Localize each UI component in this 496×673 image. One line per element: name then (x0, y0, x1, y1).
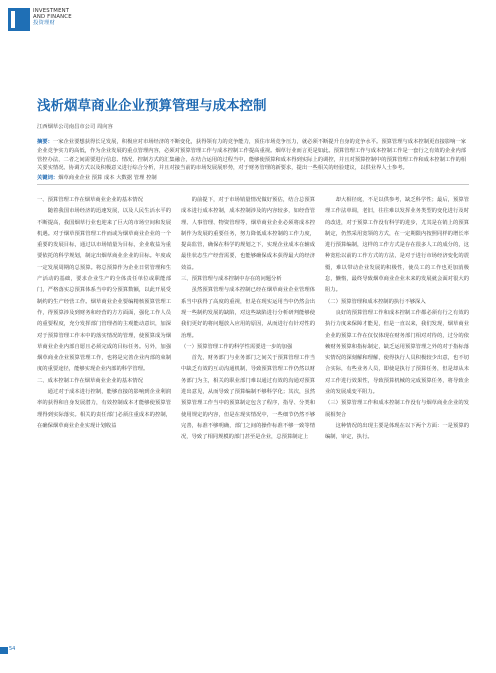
body-paragraph: 通过对于成本进行控制，能够直接的影响到企业利润率的获得和自身发展潜力，有效控制成本才能够使预算管理得到实际落实。相关的责任部门必须注重成本的控制，在确保烟草商业企业实现计划收益 (37, 389, 171, 429)
body-column-1 (37, 195, 171, 432)
body-column-3 (325, 195, 469, 444)
section-heading: （一）预算管理工作的科学性需要进一步的加强 (181, 343, 293, 350)
body-paragraph: 这种情况的出现主要是体现在以下两个方面：一是预算的编制，审定，执行。 (325, 422, 469, 441)
section-heading: （二）预算管理和成本控制的执行不够深入 (325, 298, 426, 305)
abstract (37, 138, 469, 173)
section-heading: 二、成本控制工作在烟草商业企业的基本情况 (37, 377, 143, 384)
body-paragraph: 首先，财务部门与业务部门之间关于预算管理工作当中缺乏有效的互动沟通机制，导致预算管理工作仍然以财务部门为主，相关的职业部门难以通过有效的沟通对预算进出意见，从而导致了预算编制不够科学化；其次，虽然预算管理工作当中的预算制定包含了程序，指导、分类和使用规定的内容，但是在现实情况中，一些细节仍然不够完善，标准不够明确，部门之间的操作标准不够一致等情况，导致了相同规模的部门甚至是企业，总预算制定上 (181, 355, 315, 441)
body-paragraph: 却大相径庭，不足以供参考，缺乏科学性；最后，预算管理工作法单调，老旧，往往难以发挥业务类型的变化进行及时的改进，对于预算工作没有科学的进步，尤其是在销上的预算制定，仍然采用宽领的方式，在一定期限内按照同样的增长率进行预算编制，这样的工作方式是存在很多人工的成分的，这种宽松以前的工作方式的方法，是对于进行市场经济变化的震慑，难以带动企业发展的积极性，使员工的工作也更加消极怠，懒惰，最终导致烟草商业企业未来的发展就会面对很大的阻力。 (325, 197, 469, 294)
body-paragraph: 的前提下，对于市场销量情况做好预估，结合总预算成本进行成本控制，成本控制涉及的内容较多，如经营管理、人事管理、物资管理等，烟草商业企业必须将成本控制作为发展的重要任务，努力降低成本控制的工作力度，提高监管，确保在科学的规划之下，实现企业成本在辅成最佳状态生产经营需要，也能够确保成本获得最大的经济效益。 (181, 197, 315, 271)
logo-line-1: INVESTMENT (33, 8, 70, 14)
article-author: 江西烟草公司南昌市公司 周向容 (37, 124, 113, 130)
section-heading: （三）预算管理工作和成本控制工作没有与烟草商业企业的发展相契合 (325, 400, 469, 418)
abstract-label: 摘要： (37, 139, 53, 145)
body-paragraph: 虽然预算管理与成本控制已经在烟草商业企业管理体系当中获得了高度的重视，但是在现实运用当中仍然会出现一些制约发展的缺陷，对这些缺陷进行分析研判能够使我们更好的将问题放入应用的原因，从而进行有针对性的治理。 (181, 287, 315, 339)
page-number: 54 (9, 646, 16, 652)
body-paragraph: 随着我国市场经济的迅速发展，以及人民生活水平的不断提高，我国烟草行业也迎来了巨大的市场空间和发展机遇。对于烟草预算管理工作而或为烟草商业企业的一个重要的发展目标，通过以市场销量为目标，企业收益为重要依托的科学规划，制定出烟草商业企业的目标。年度或一定发展周期的总预算。将总预算作为企业日常管理和生产活动的基础，要求企业生产的全体责任单位或职能部门，严格落实总预算体系当中的分预算数额，以此开展受制约的生产经营工作。烟草商业企业要编精核预算管理工作，得预算涉及到财务和经营的方方面面，强化工作人员的重要程度，充分发挥部门管理者的主观能动意识，加深对于预算管理工作本中的落实情况的管理，使预算成为烟草商业企业内部自愿且必须完成的目标任务。另外，加强烟草商业企业预算管理工作，也将是完善企业内部的束制度的重要途径，能够实现企业内部的科学管理。 (37, 208, 171, 373)
header-divider (37, 184, 469, 185)
keywords-label: 关键词： (37, 175, 59, 181)
page-number-bar (0, 647, 8, 654)
section-heading: 一、预算管理工作在烟草商业企业的基本情况 (37, 197, 143, 203)
journal-logo-mark (11, 11, 15, 28)
abstract-text: 一家企业要想获得长足发展，积极应对市场经济的不断变化，获得领有力的竞争能力，顶住市场竞争压力，就必须不断提升自身的竞争水平。预算管理与成本控制更直接影响一家企业竞争实力的高低，作为企业发展的重点管理内容，必须对预算管理工作与成本控制工作提高重视。烟草行业而言更是如此。预算管理工作与成本控制工作是一套行之有效的企业内部管控办法，二者之间需要进行信息、情况、控制方式的汇集融合，在结合运用的过程当中，能够使预算和成本得到实际上的调控，并且对预算控制中的预算管理工作和成本控制工作的相关要实情况、协调方式以及积极意义进行综合分析，并且对接当前的市场发展展形势，对于财务管理的新要求，提出一些相关的经验建议，以供业界人士参考。 (37, 139, 467, 172)
keywords-text: 烟草商业企业 预算 成本 大数据 管理 控制 (58, 175, 157, 181)
keywords (37, 173, 157, 181)
section-heading: 三、预算管理与成本控制中存在的问题分析 (181, 276, 282, 283)
logo-line-3: 投资理财 (33, 20, 55, 27)
body-paragraph: 良好的预算管理工作和成本控制工作都必须有行之有效的执行力度来保障才能见，但是一直以来，我们发现，烟草商业企业的预算工作在仅仅体现在财务部门相对对待的，过分的依赖财务预算和指标制定，缺乏运用预算管理之外的对于指标落实情况的深刻解和理解，使得执行人员积极较少出意，也不切合实际，有些业务人员，即使是执行了预算任务，但是却从未对工作进行效果性，导致预算机械的完成预算任务，将导致企业的发展成变平阻力。 (325, 309, 469, 396)
body-column-2 (181, 195, 315, 444)
journal-logo-text (33, 8, 72, 27)
article-title: 浅析烟草商业企业预算管理与成本控制 (37, 98, 267, 114)
logo-line-2: AND FINANCE (33, 14, 72, 21)
